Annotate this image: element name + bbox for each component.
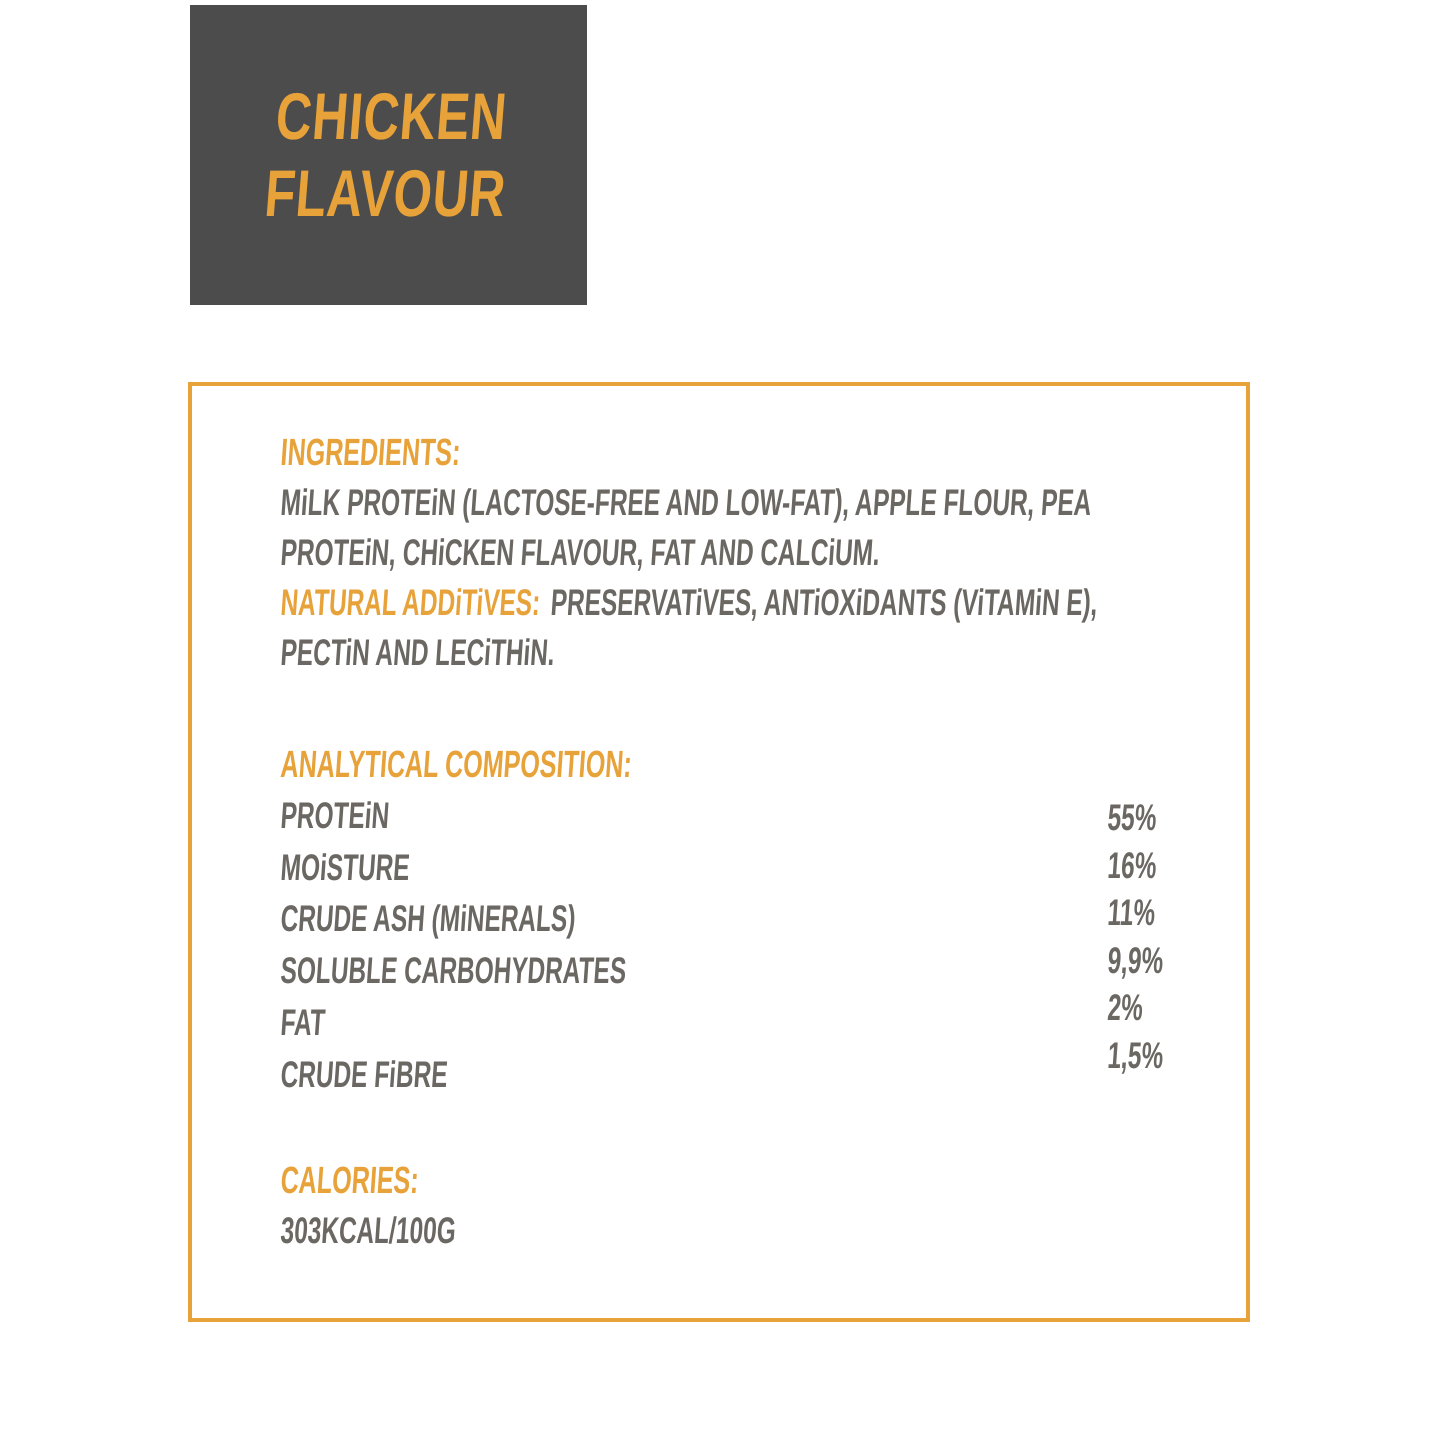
composition-value: 2% xyxy=(1106,987,1145,1029)
composition-label: CRUDE FiBRE xyxy=(279,1053,450,1095)
product-title-line-1: CHICKEN xyxy=(273,79,510,153)
composition-table xyxy=(280,790,1216,1100)
ingredients-heading: INGREDIENTS: xyxy=(279,432,462,474)
composition-label: FAT xyxy=(279,1001,327,1043)
analytical-composition-heading: ANALYTICAL COMPOSITION: xyxy=(279,744,634,786)
flavour-header-block xyxy=(190,5,587,305)
calories-heading: CALORIES: xyxy=(279,1160,421,1202)
product-title-line-2: FLAVOUR xyxy=(262,156,509,230)
natural-additives-line xyxy=(279,578,1100,628)
natural-additives-text: PRESERVATiVES, ANTiOXiDANTS (ViTAMiN E), xyxy=(549,582,1100,623)
ingredients-text-line: PROTEiN, CHiCKEN FLAVOUR, FAT AND CALCiUM. xyxy=(279,532,882,573)
calories-value: 303KCAL/100G xyxy=(279,1210,458,1251)
composition-values-column xyxy=(1107,794,1191,1080)
ingredients-text-line: MiLK PROTEiN (LACTOSE-FREE AND LOW-FAT), APPLE FLOUR, PEA xyxy=(279,482,1093,523)
product-title xyxy=(262,78,515,232)
composition-value: 9,9% xyxy=(1106,939,1165,981)
composition-value: 11% xyxy=(1106,892,1157,934)
composition-value: 16% xyxy=(1106,844,1158,886)
composition-label: CRUDE ASH (MiNERALS) xyxy=(279,898,578,940)
natural-additives-text-line: PECTiN AND LECiTHiN. xyxy=(279,632,557,673)
natural-additives-label: NATURAL ADDiTiVES: xyxy=(279,582,542,623)
composition-label: PROTEiN xyxy=(279,795,391,836)
nutrition-panel xyxy=(188,382,1250,1322)
composition-value: 1,5% xyxy=(1106,1034,1165,1076)
composition-label: MOiSTURE xyxy=(279,846,412,888)
composition-value: 55% xyxy=(1106,797,1158,838)
composition-label: SOLUBLE CARBOHYDRATES xyxy=(279,950,628,992)
